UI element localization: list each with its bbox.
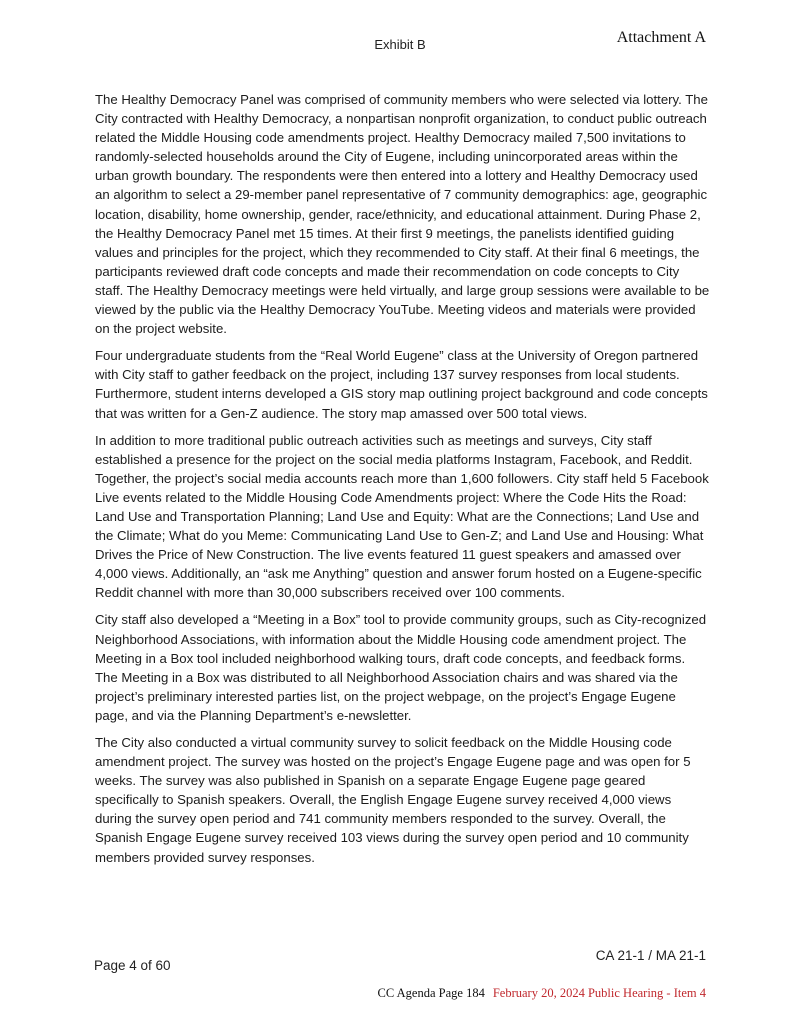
paragraph-university-students: Four undergraduate students from the “Real World Eugene” class at the University of Oregon partnered with City staff to gather feedback on the project, including 137 survey responses from local students. Furthermore, student interns developed a GIS story map outlining project background and code concepts that was written for a Gen-Z audience. The story map amassed over 500 total views. <box>95 348 708 421</box>
paragraph-meeting-in-a-box: City staff also developed a “Meeting in a Box” tool to provide community groups, such as City-recognized Neighborhood Associations, with information about the Middle Housing code amendment project. The Meeting in a Box tool included neighborhood walking tours, draft code concepts, and feedback forms. The Meeting in a Box was distributed to all Neighborhood Association chairs and was shared via the project’s preliminary interested parties list, on the project webpage, on the project’s Engage Eugene page, and via the Planning Department’s e-newsletter. <box>95 612 707 723</box>
document-body <box>95 90 710 875</box>
hearing-info: February 20, 2024 Public Hearing - Item 4 <box>492 986 706 1000</box>
attachment-label: Attachment A <box>616 29 706 46</box>
agenda-page: CC Agenda Page 184 <box>377 986 485 1000</box>
page-number: Page 4 of 60 <box>94 958 171 973</box>
paragraph-community-survey: The City also conducted a virtual community survey to solicit feedback on the Middle Housing code amendment project. The survey was hosted on the project’s Engage Eugene page and was open for 5 weeks. The survey was also published in Spanish on a separate Engage Eugene page geared specifically to Spanish speakers. Overall, the English Engage Eugene survey received 4,000 views during the survey open period and 741 community members responded to the survey. Overall, the Spanish Engage Eugene survey received 103 views during the survey open period and 10 community members provided survey responses. <box>95 735 691 865</box>
paragraph-social-media: In addition to more traditional public outreach activities such as meetings and surveys, City staff established a presence for the project on the social media platforms Instagram, Facebook, and Reddit. Together, the project’s social media accounts reach more than 1,600 followers. City staff held 5 Facebook Live events related to the Middle Housing Code Amendments project: Where the Code Hits the Road: Land Use and Transportation Planning; Land Use and Equity: What are the Connections; Land Use and the Climate; What do you Meme: Communicating Land Use to Gen-Z; and Land Use and Housing: What Drives the Price of New Construction. The live events featured 11 guest speakers and amassed over 4,000 views. Additionally, an “ask me Anything” question and answer forum hosted on a Eugene-specific Reddit channel with more than 30,000 subscribers received over 100 comments. <box>95 432 709 601</box>
agenda-footer <box>378 986 706 1001</box>
case-number: CA 21-1 / MA 21-1 <box>595 948 706 963</box>
exhibit-label: Exhibit B <box>374 37 426 52</box>
paragraph-healthy-democracy: The Healthy Democracy Panel was comprised of community members who were selected via lottery. The City contracted with Healthy Democracy, a nonpartisan nonprofit organization, to conduct public outreach related the Middle Housing code amendments project. Healthy Democracy mailed 7,500 invitations to randomly-selected households around the City of Eugene, including unincorporated areas within the urban growth boundary. The respondents were then entered into a lottery and Healthy Democracy used an algorithm to select a 29-member panel representative of 7 community demographics: age, geographic location, disability, home ownership, gender, race/ethnicity, and educational attainment. During Phase 2, the Healthy Democracy Panel met 15 times. At their first 9 meetings, the panelists identified guiding values and principles for the project, which they recommended to City staff. At their final 6 meetings, the participants reviewed draft code concepts and made their recommendation on code concepts to City staff. The Healthy Democracy meetings were held virtually, and large group sessions were available to be viewed by the public via the Healthy Democracy YouTube. Meeting videos and materials were provided on the project website. <box>95 92 710 337</box>
